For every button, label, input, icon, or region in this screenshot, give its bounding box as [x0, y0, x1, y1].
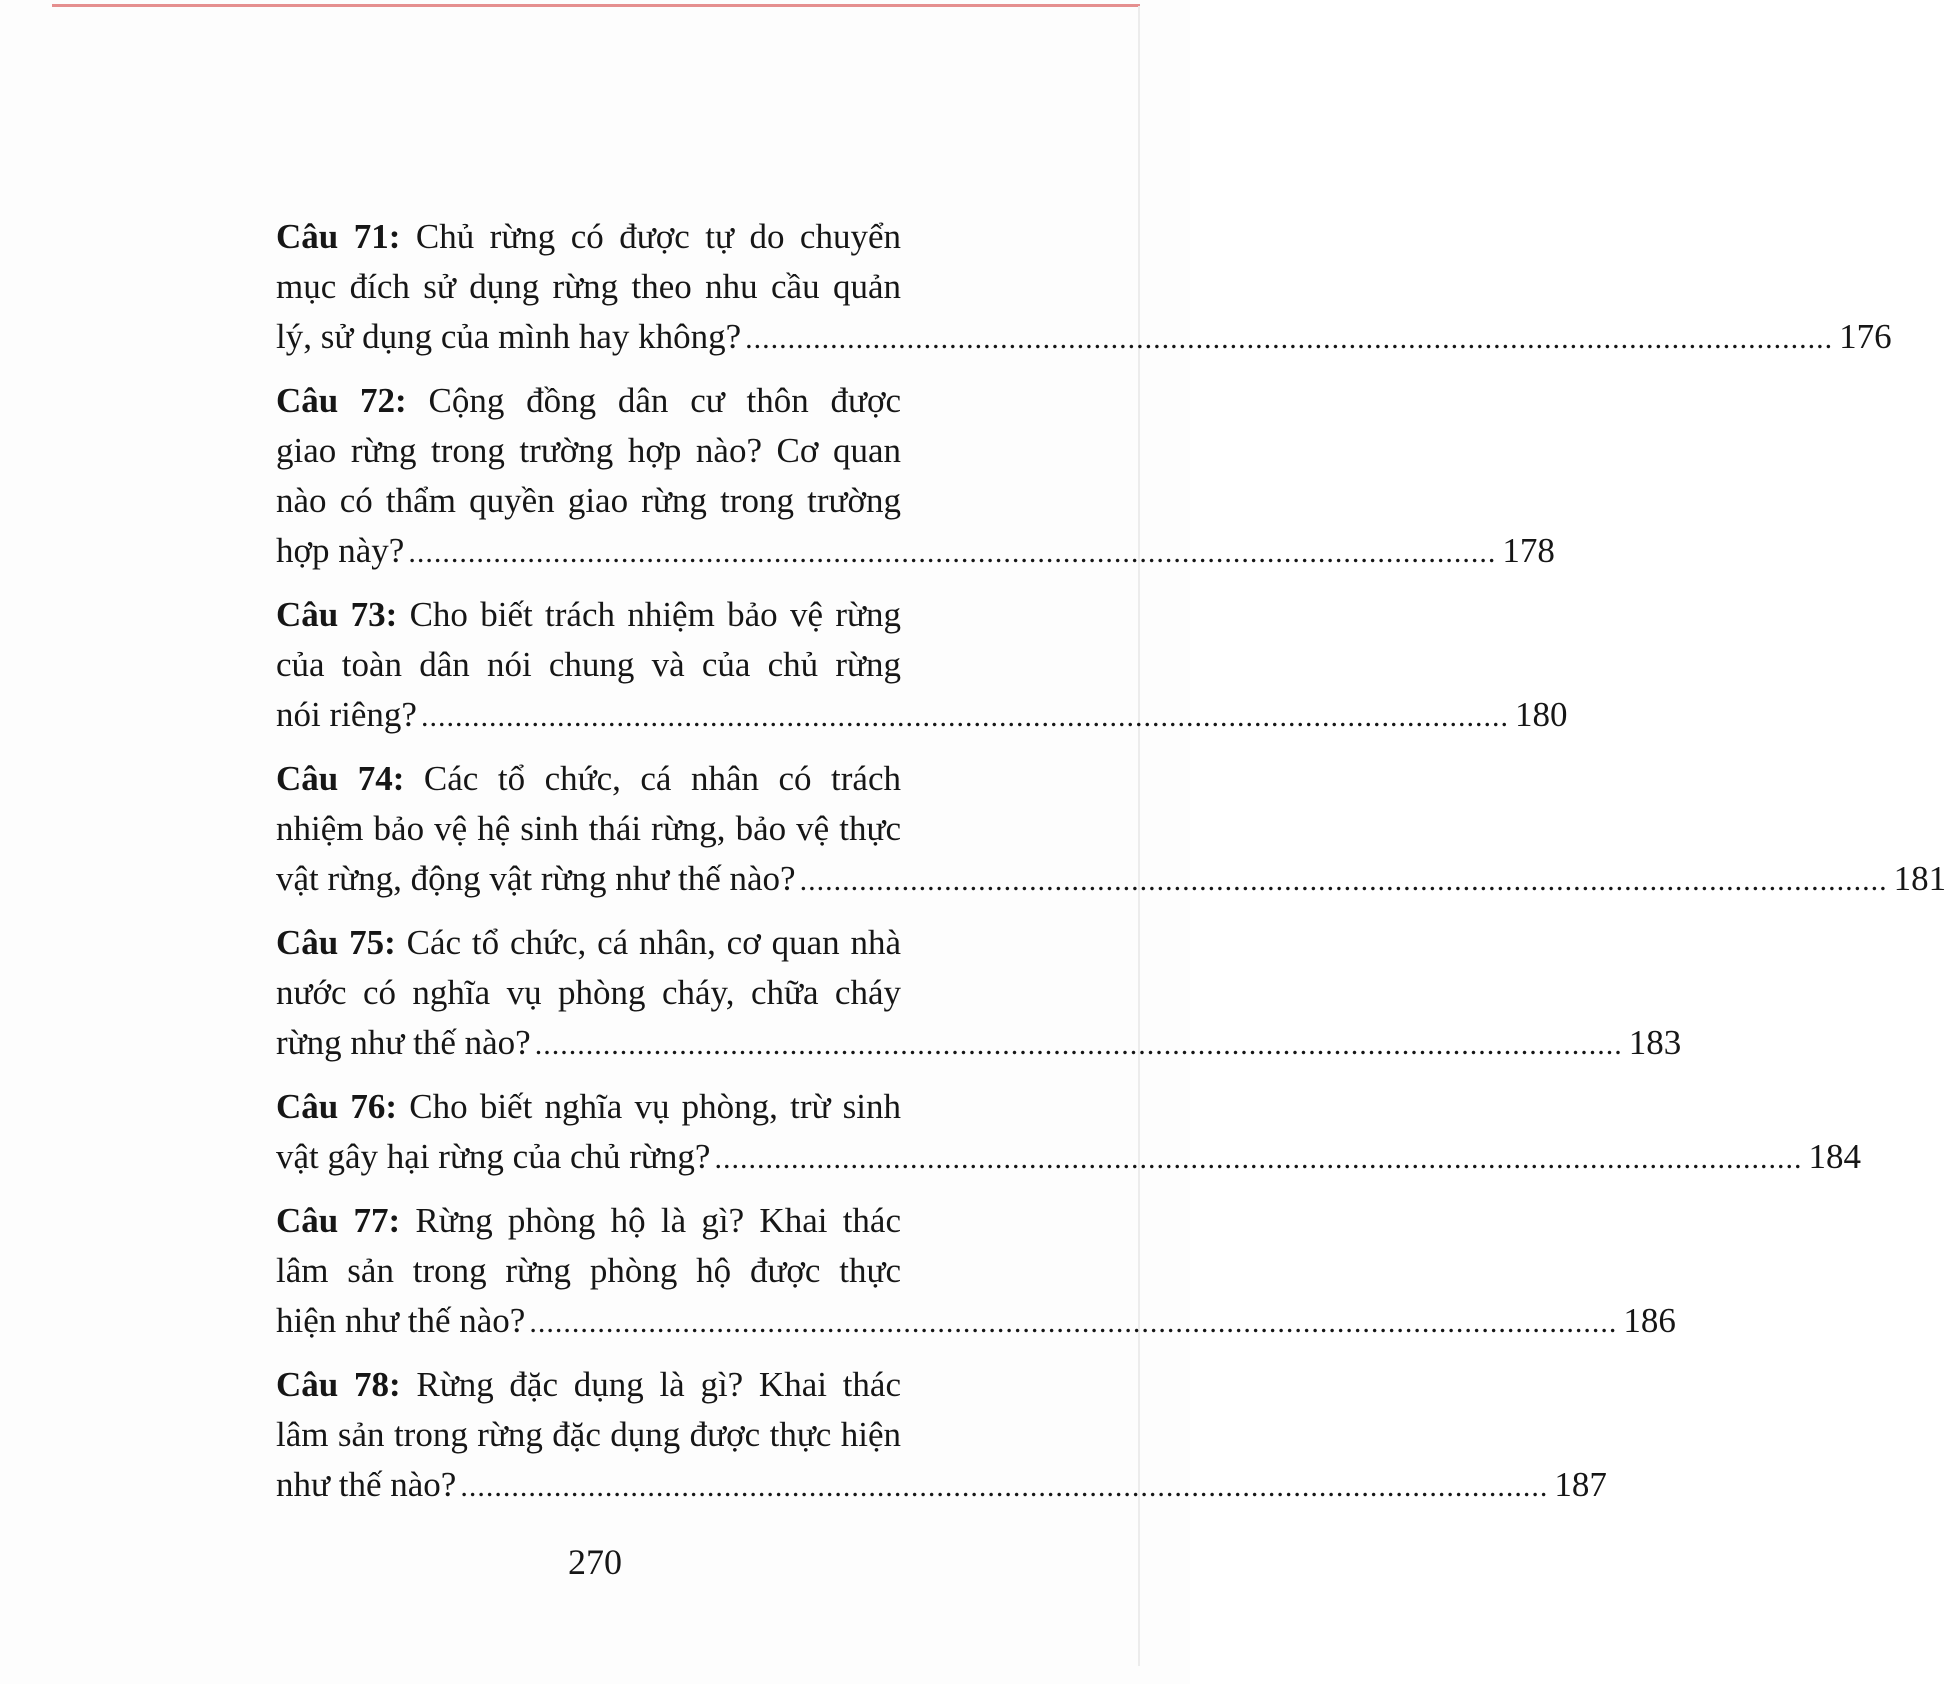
toc-line [276, 754, 901, 804]
question-text: Cộng đồng dân cư thôn được [406, 381, 901, 420]
toc-line: nhiệm bảo vệ hệ sinh thái rừng, bảo vệ thực [276, 809, 901, 848]
page-reference: 176 [1839, 317, 1892, 356]
toc-last-line [276, 526, 1555, 576]
toc-last-line [276, 1460, 1607, 1510]
dot-leader: ................................................................................................................................ [460, 1470, 1549, 1503]
question-text: Các tổ chức, cá nhân có trách [404, 759, 901, 798]
dot-leader: ................................................................................................................................ [420, 700, 1509, 733]
toc-last-line [276, 1018, 1682, 1068]
question-label: Câu 77: [276, 1201, 401, 1240]
toc-entry-74 [276, 754, 1946, 904]
question-text: Chủ rừng có được tự do chuyển [400, 217, 901, 256]
question-label: Câu 72: [276, 381, 407, 420]
toc-line [276, 1082, 901, 1132]
toc-line: lâm sản trong rừng phòng hộ được thực [276, 1251, 901, 1290]
question-label: Câu 73: [276, 595, 398, 634]
question-text: Rừng phòng hộ là gì? Khai thác [400, 1201, 901, 1240]
question-text-end: vật gây hại rừng của chủ rừng? [276, 1137, 711, 1176]
toc-entry-76 [276, 1082, 1861, 1182]
top-edge-line [52, 4, 1140, 7]
toc-line: mục đích sử dụng rừng theo nhu cầu quản [276, 267, 901, 306]
toc-last-line [276, 312, 1892, 362]
question-text: Cho biết nghĩa vụ phòng, trừ sinh [397, 1087, 901, 1126]
toc-entry-77 [276, 1196, 1676, 1346]
toc-entry-72 [276, 376, 1555, 576]
page-reference: 178 [1502, 531, 1555, 570]
page-reference: 181 [1893, 859, 1946, 898]
toc-line [276, 590, 901, 640]
question-label: Câu 76: [276, 1087, 398, 1126]
page-reference: 180 [1514, 695, 1568, 734]
page-reference: 183 [1628, 1023, 1682, 1062]
toc-last-line [276, 1132, 1861, 1182]
toc-line [276, 1196, 901, 1246]
question-label: Câu 75: [276, 923, 396, 962]
toc-line: của toàn dân nói chung và của chủ rừng [276, 645, 901, 684]
toc-line [276, 376, 901, 426]
page-reference: 184 [1808, 1137, 1861, 1176]
question-text-end: như thế nào? [276, 1465, 457, 1504]
toc-line [276, 212, 901, 262]
question-text: Rừng đặc dụng là gì? Khai thác [400, 1365, 901, 1404]
dot-leader: ................................................................................................................................ [529, 1306, 1618, 1339]
question-text: Các tổ chức, cá nhân, cơ quan nhà [395, 923, 901, 962]
toc-line [276, 1360, 901, 1410]
question-text-end: lý, sử dụng của mình hay không? [276, 317, 742, 356]
dot-leader: ................................................................................................................................ [799, 864, 1888, 897]
question-label: Câu 74: [276, 759, 405, 798]
question-text-end: vật rừng, động vật rừng như thế nào? [276, 859, 796, 898]
toc-entry-71 [276, 212, 1892, 362]
question-text: Cho biết trách nhiệm bảo vệ rừng [397, 595, 901, 634]
toc-entry-73 [276, 590, 1568, 740]
question-text-end: hợp này? [276, 531, 405, 570]
toc-last-line [276, 854, 1946, 904]
question-label: Câu 71: [276, 217, 401, 256]
question-text-end: rừng như thế nào? [276, 1023, 531, 1062]
toc-entry-78 [276, 1360, 1607, 1510]
page-edge-shadow [1138, 6, 1140, 1666]
toc-line: nào có thẩm quyền giao rừng trong trường [276, 481, 901, 520]
toc-last-line [276, 690, 1568, 740]
toc-last-line [276, 1296, 1676, 1346]
dot-leader: ................................................................................................................................ [534, 1028, 1623, 1061]
dot-leader: ................................................................................................................................ [408, 536, 1497, 569]
question-label: Câu 78: [276, 1365, 401, 1404]
table-of-contents [276, 212, 1946, 1524]
question-text-end: hiện như thế nào? [276, 1301, 526, 1340]
dot-leader: ................................................................................................................................ [714, 1142, 1803, 1175]
toc-line: lâm sản trong rừng đặc dụng được thực hiện [276, 1415, 901, 1454]
toc-line: nước có nghĩa vụ phòng cháy, chữa cháy [276, 973, 901, 1012]
toc-line: giao rừng trong trường hợp nào? Cơ quan [276, 431, 901, 470]
question-text-end: nói riêng? [276, 695, 417, 734]
toc-line [276, 918, 901, 968]
dot-leader: ................................................................................................................................ [745, 322, 1834, 355]
toc-entry-75 [276, 918, 1682, 1068]
page-reference: 186 [1623, 1301, 1676, 1340]
page-number: 270 [568, 1542, 622, 1582]
page-reference: 187 [1554, 1465, 1607, 1504]
